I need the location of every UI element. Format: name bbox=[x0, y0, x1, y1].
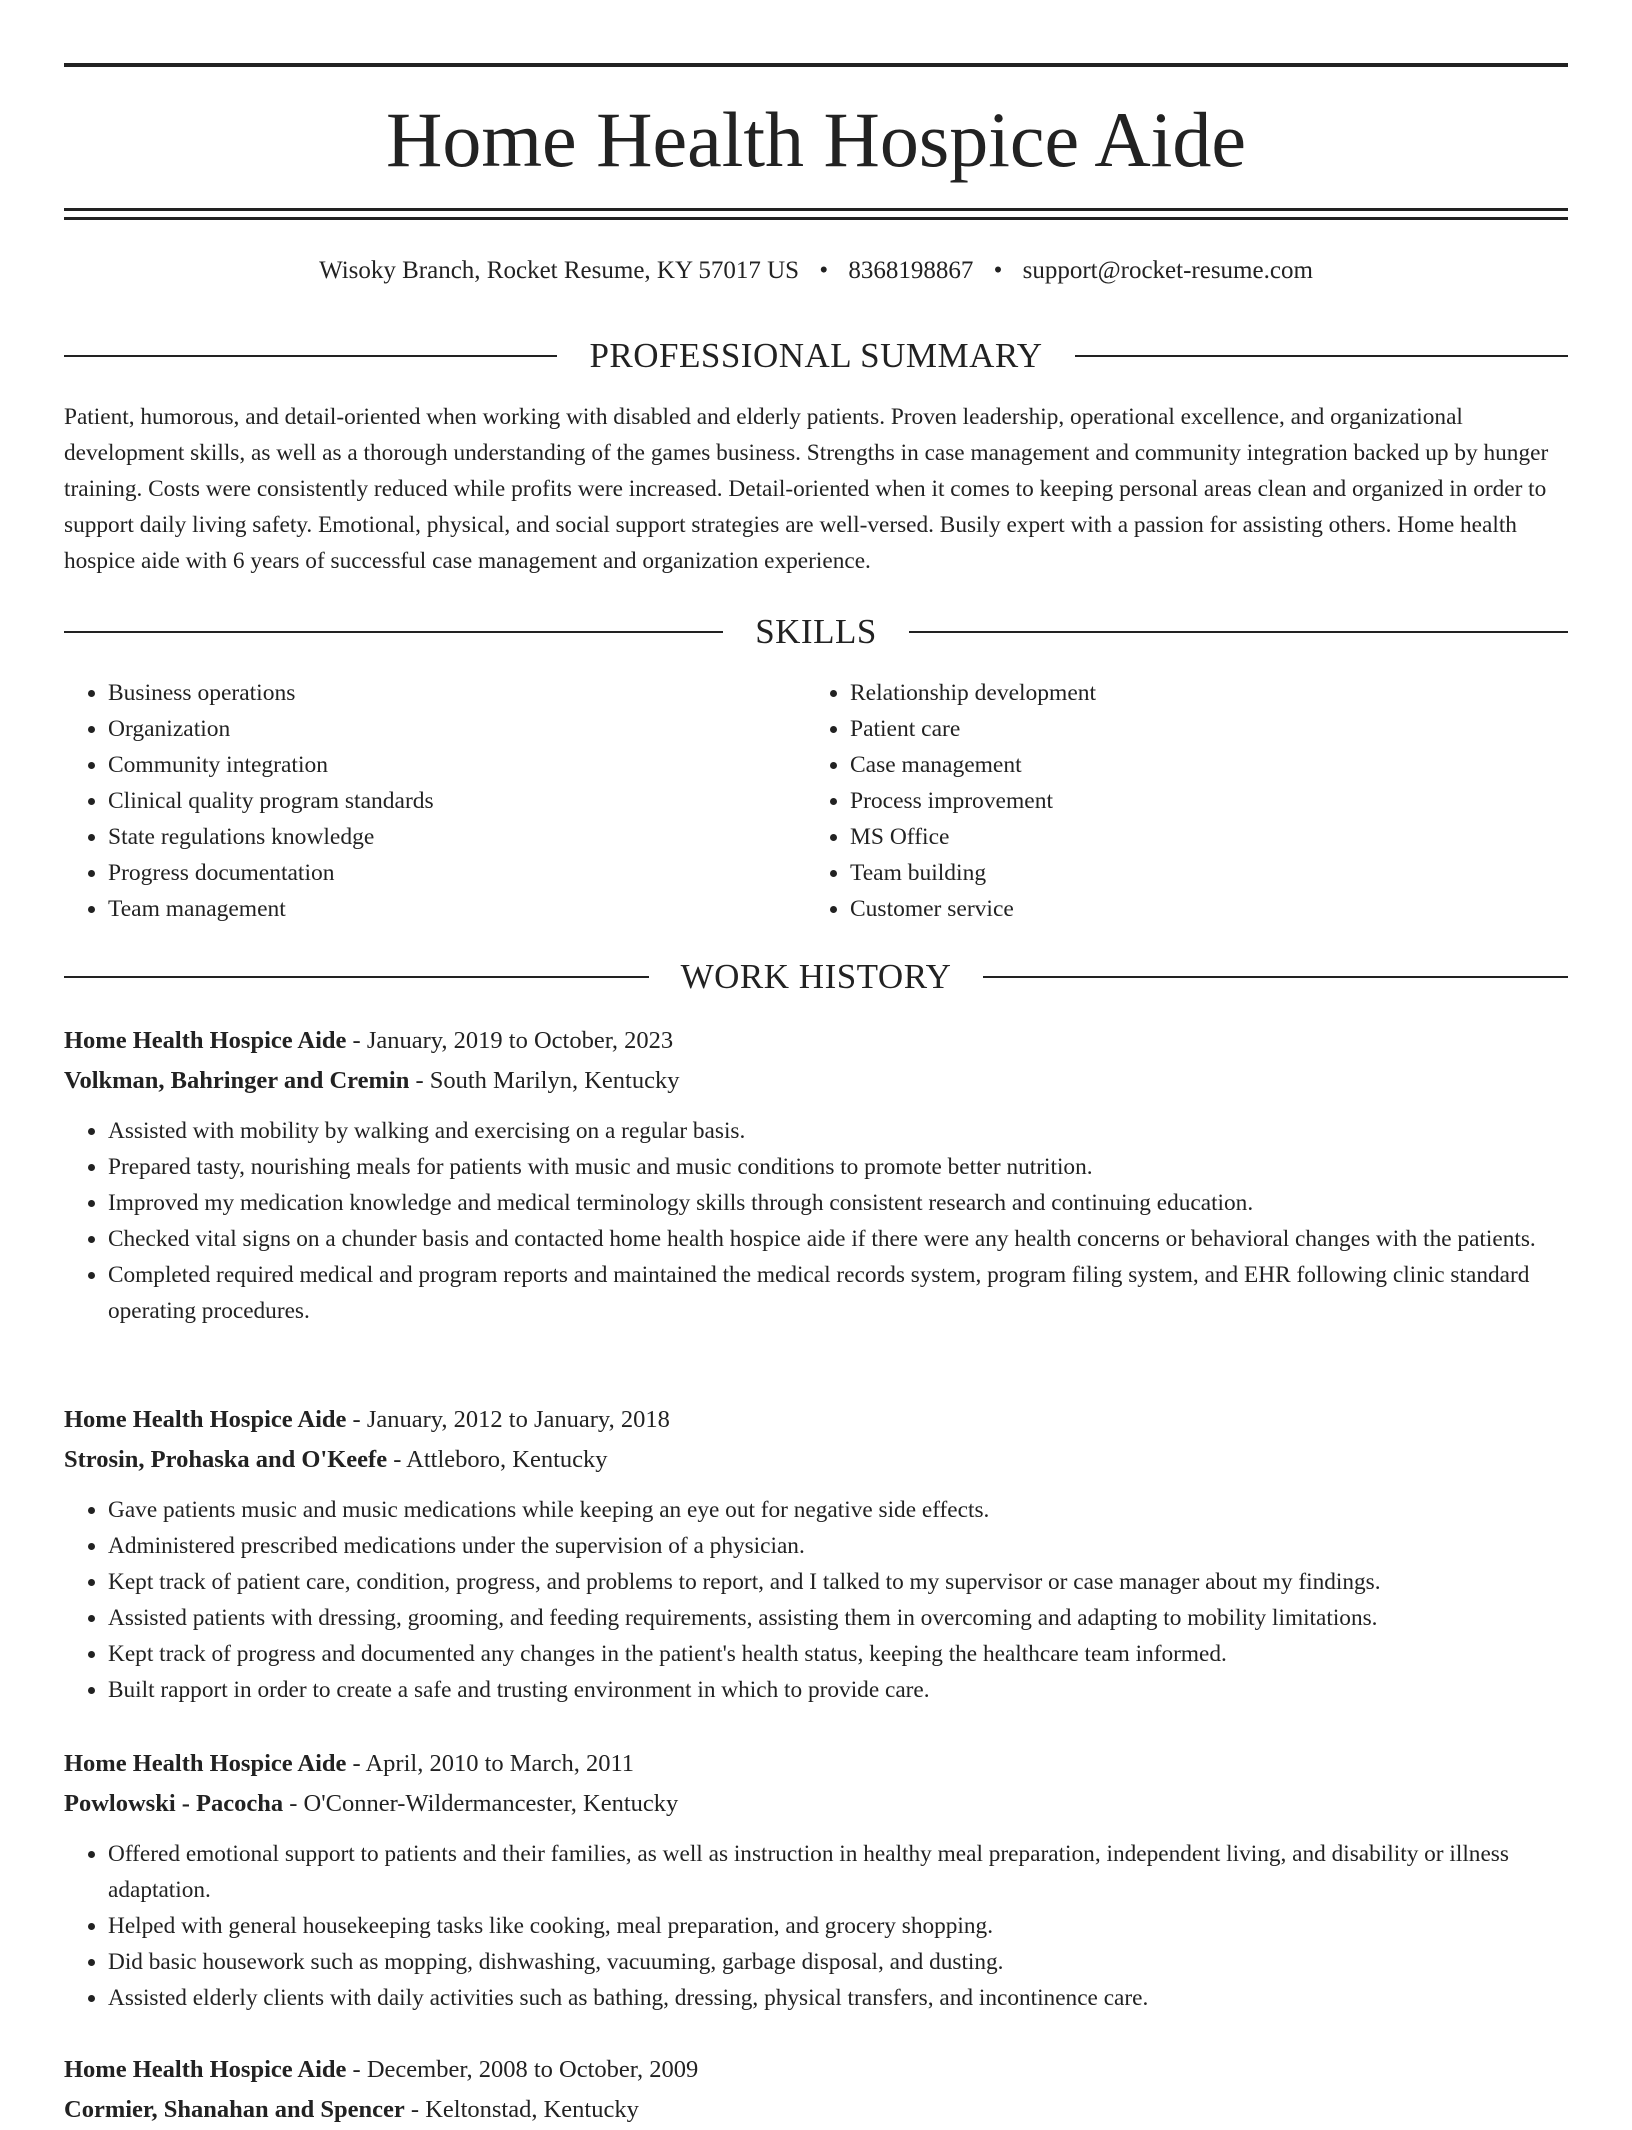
summary-heading bbox=[64, 334, 1568, 378]
skill-item: • Case management bbox=[850, 747, 1550, 783]
skills-list-right bbox=[806, 675, 1550, 927]
job-entry bbox=[64, 1744, 1568, 2016]
header-top-rule bbox=[64, 63, 1568, 67]
heading-rule bbox=[64, 631, 723, 633]
skill-item: • Business operations bbox=[108, 675, 808, 711]
job-bullet: • Administered prescribed medications under the supervision of a physician. bbox=[108, 1528, 1568, 1564]
header-double-rule bbox=[64, 208, 1568, 220]
job-entry bbox=[64, 2050, 1568, 2130]
skill-item: • Team management bbox=[108, 891, 808, 927]
resume-name: Home Health Hospice Aide bbox=[386, 96, 1246, 183]
skills-heading bbox=[64, 610, 1568, 654]
job-bullet: • Built rapport in order to create a safe and trusting environment in which to provide care. bbox=[108, 1672, 1568, 1708]
job-company: Volkman, Bahringer and Cremin bbox=[64, 1067, 410, 1094]
job-bullet: • Checked vital signs on a chunder basis and contacted home health hospice aide if there were any health concerns or behavioral changes with the patients. bbox=[108, 1221, 1568, 1257]
job-bullet: • Completed required medical and program reports and maintained the medical records system, program filing system, and EHR following clinic standard operating procedures. bbox=[108, 1257, 1568, 1329]
job-bullet: • Assisted with mobility by walking and exercising on a regular basis. bbox=[108, 1113, 1568, 1149]
job-bullet: • Prepared tasty, nourishing meals for patients with music and music conditions to promote better nutrition. bbox=[108, 1149, 1568, 1185]
job-location: - Keltonstad, Kentucky bbox=[404, 2096, 639, 2123]
heading-rule bbox=[64, 976, 649, 978]
job-title: Home Health Hospice Aide bbox=[64, 2056, 347, 2083]
job-location: - South Marilyn, Kentucky bbox=[409, 1067, 680, 1094]
job-bullet: • Offered emotional support to patients and their families, as well as instruction in healthy meal preparation, independent living, and disability or illness adaptation. bbox=[108, 1836, 1568, 1908]
skill-item: • Relationship development bbox=[850, 675, 1550, 711]
summary-text: Patient, humorous, and detail-oriented when working with disabled and elderly patients. Proven leadership, operational excellence, and organizational development skills, as well as a thorough understanding of the games business. Strengths in case management and community integration backed up by hunger training. Costs were consistently reduced while profits were increased. Detail-oriented when it comes to keeping personal areas clean and organized in order to support daily living safety. Emotional, physical, and social support strategies are well-versed. Busily expert with a passion for assisting others. Home health hospice aide with 6 years of successful case management and organization experience. bbox=[64, 404, 1549, 574]
skill-item: • Community integration bbox=[108, 747, 808, 783]
skill-item: • Clinical quality program standards bbox=[108, 783, 808, 819]
job-company: Strosin, Prohaska and O'Keefe bbox=[64, 1446, 388, 1473]
job-location: - O'Conner-Wildermancester, Kentucky bbox=[283, 1790, 679, 1817]
job-title: Home Health Hospice Aide bbox=[64, 1406, 347, 1433]
job-title: Home Health Hospice Aide bbox=[64, 1750, 347, 1777]
job-bullet: • Kept track of patient care, condition, progress, and problems to report, and I talked to my supervisor or case manager about my findings. bbox=[108, 1564, 1568, 1600]
heading-rule bbox=[983, 976, 1568, 978]
skill-item: • State regulations knowledge bbox=[108, 819, 808, 855]
job-bullet: • Kept track of progress and documented any changes in the patient's health status, keeping the healthcare team informed. bbox=[108, 1636, 1568, 1672]
job-entry bbox=[64, 1021, 1568, 1329]
contact-separator: • bbox=[993, 257, 1003, 284]
job-company-line bbox=[64, 2090, 1568, 2130]
job-entry bbox=[64, 1400, 1568, 1708]
skill-item: • Patient care bbox=[850, 711, 1550, 747]
heading-rule bbox=[1075, 355, 1568, 357]
skill-item: • MS Office bbox=[850, 819, 1550, 855]
job-title-line bbox=[64, 2050, 1568, 2090]
contact-address: Wisoky Branch, Rocket Resume, KY 57017 US bbox=[319, 257, 800, 284]
job-company-line bbox=[64, 1440, 1568, 1480]
job-title-line bbox=[64, 1021, 1568, 1061]
skill-item: • Process improvement bbox=[850, 783, 1550, 819]
job-bullets bbox=[64, 1492, 1568, 1708]
job-dates: - December, 2008 to October, 2009 bbox=[346, 2056, 699, 2083]
job-title-line bbox=[64, 1744, 1568, 1784]
job-company-line bbox=[64, 1061, 1568, 1101]
skill-item: • Progress documentation bbox=[108, 855, 808, 891]
work-heading-title: WORK HISTORY bbox=[680, 957, 952, 996]
job-bullet: • Gave patients music and music medications while keeping an eye out for negative side effects. bbox=[108, 1492, 1568, 1528]
job-bullet: • Did basic housework such as mopping, dishwashing, vacuuming, garbage disposal, and dusting. bbox=[108, 1944, 1568, 1980]
job-bullet: • Assisted elderly clients with daily activities such as bathing, dressing, physical transfers, and incontinence care. bbox=[108, 1980, 1568, 2016]
job-bullets bbox=[64, 1113, 1568, 1329]
skills-heading-title: SKILLS bbox=[755, 612, 877, 651]
job-company-line bbox=[64, 1784, 1568, 1824]
job-dates: - January, 2012 to January, 2018 bbox=[346, 1406, 670, 1433]
work-heading bbox=[64, 955, 1568, 999]
contact-separator: • bbox=[819, 257, 829, 284]
skill-item: • Customer service bbox=[850, 891, 1550, 927]
job-company: Cormier, Shanahan and Spencer bbox=[64, 2096, 405, 2123]
job-dates: - January, 2019 to October, 2023 bbox=[346, 1027, 674, 1054]
contact-email: support@rocket-resume.com bbox=[1022, 257, 1313, 284]
job-bullet: • Improved my medication knowledge and medical terminology skills through consistent research and continuing education. bbox=[108, 1185, 1568, 1221]
summary-heading-title: PROFESSIONAL SUMMARY bbox=[589, 336, 1043, 375]
heading-rule bbox=[909, 631, 1568, 633]
contact-phone: 8368198867 bbox=[848, 257, 974, 284]
skill-item: • Organization bbox=[108, 711, 808, 747]
job-title-line bbox=[64, 1400, 1568, 1440]
job-bullet: • Helped with general housekeeping tasks like cooking, meal preparation, and grocery shopping. bbox=[108, 1908, 1568, 1944]
job-location: - Attleboro, Kentucky bbox=[387, 1446, 608, 1473]
job-bullets bbox=[64, 1836, 1568, 2016]
job-title: Home Health Hospice Aide bbox=[64, 1027, 347, 1054]
job-company: Powlowski - Pacocha bbox=[64, 1790, 284, 1817]
contact-line bbox=[64, 254, 1568, 288]
skills-list-left bbox=[64, 675, 808, 927]
job-bullet: • Assisted patients with dressing, grooming, and feeding requirements, assisting them in overcoming and adapting to mobility limitations. bbox=[108, 1600, 1568, 1636]
skill-item: • Team building bbox=[850, 855, 1550, 891]
heading-rule bbox=[64, 355, 557, 357]
job-dates: - April, 2010 to March, 2011 bbox=[346, 1750, 635, 1777]
